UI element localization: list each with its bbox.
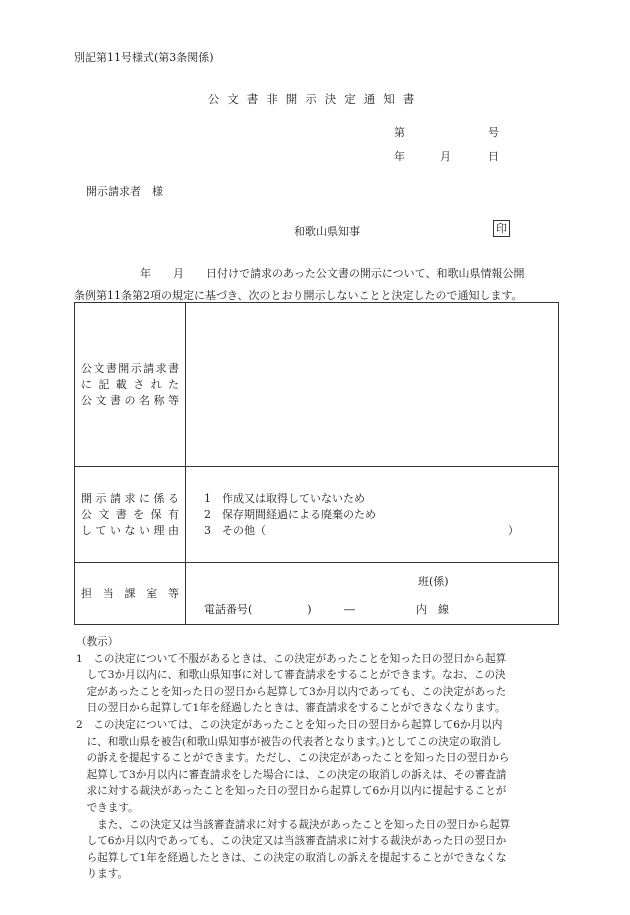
instructions-line: 起算して3か月以内に審査請求をした場合には、この決定の取消しの訴えは、その審査請 <box>76 768 507 781</box>
notice-body-line: 年 月 日付けで請求のあった公文書の開示について、和歌山県情報公開 <box>74 267 525 280</box>
number-suffix: 号 <box>488 126 499 139</box>
document-name-label <box>75 303 186 467</box>
reason-options <box>186 467 559 563</box>
table-row <box>75 303 559 467</box>
instructions-heading: （教示） <box>76 636 119 648</box>
form-label: 別記第11号様式(第3条関係) <box>74 51 214 64</box>
department-label <box>75 563 186 625</box>
instructions-line: 日の翌日から起算して1年を経過したときは、審査請求をすることができなくなります。 <box>76 702 506 715</box>
instructions-line: 2 この決定については、この決定があったことを知った日の翌日から起算して6か月以内 <box>76 718 503 731</box>
instructions-line: 求に対する裁決があったことを知った日の翌日から起算して6か月以内に提起することが <box>76 785 507 798</box>
instructions-line: して6か月以内であっても、この決定又は当該審査請求に対する裁決があった日の翌日か <box>76 835 507 848</box>
label-line: していない理由 <box>81 523 179 537</box>
instructions-line: して3か月以内に、和歌山県知事に対して審査請求をすることができます。なお、この決 <box>76 669 506 682</box>
number-prefix: 第 <box>394 126 405 139</box>
issuer-name: 和歌山県知事 <box>294 225 360 238</box>
reason-option-3[interactable]: 3 その他（ ） <box>204 523 519 537</box>
instructions <box>76 634 566 883</box>
phone-dash: ― <box>344 602 355 616</box>
notice-body-line: 条例第11条第2項の規定に基づき、次のとおり開示しないことと決定したので通知します。 <box>74 289 523 302</box>
instructions-line: 1 この決定について不服があるときは、この決定があったことを知った日の翌日から起算 <box>76 652 507 665</box>
department-field[interactable] <box>186 563 559 625</box>
reason-option-2[interactable]: 2 保存期間経過による廃棄のため <box>204 507 376 521</box>
instructions-line: ります。 <box>76 868 129 881</box>
label-line: 開示請求に係る <box>81 491 179 505</box>
label-line: 公文書開示請求書 <box>81 361 179 375</box>
decision-table <box>74 302 559 625</box>
label-line: 公文書を保有 <box>81 507 179 521</box>
extension-label: 内 線 <box>416 602 449 616</box>
label-line: 担当課室等 <box>81 586 179 600</box>
instructions-line: に、和歌山県を被告(和歌山県知事が被告の代表者となります。)としてこの決定の取消し <box>76 735 502 748</box>
document-name-field[interactable] <box>186 303 559 467</box>
seal-mark: 印 <box>493 220 510 237</box>
instructions-line: ら起算して1年を経過したときは、この決定の取消しの訴えを提起することができなくな <box>76 851 507 864</box>
instructions-line: の訴えを提起することができます。ただし、この決定があったことを知った日の翌日から <box>76 752 510 765</box>
section-label: 班(係) <box>418 574 449 588</box>
recipient: 開示請求者 様 <box>86 185 163 198</box>
notice-body <box>74 263 564 307</box>
date-month: 月 <box>440 150 451 163</box>
instructions-line: できます。 <box>76 801 139 814</box>
label-line: 公文書の名称等 <box>81 393 179 407</box>
document-title: 公文書非開示決定通知書 <box>207 92 423 106</box>
date-year: 年 <box>394 150 405 163</box>
reason-option-1[interactable]: 1 作成又は取得していないため <box>204 491 365 505</box>
table-row <box>75 563 559 625</box>
table-row <box>75 467 559 563</box>
instructions-line: 定があったことを知った日の翌日から起算して3か月以内であっても、この決定があった <box>76 685 507 698</box>
reason-label <box>75 467 186 563</box>
label-line: に記載された <box>81 377 179 391</box>
date-day: 日 <box>488 150 499 163</box>
phone-label: 電話番号( ) <box>204 602 312 616</box>
instructions-line: また、この決定又は当該審査請求に対する裁決があったことを知った日の翌日から起算 <box>76 818 511 831</box>
